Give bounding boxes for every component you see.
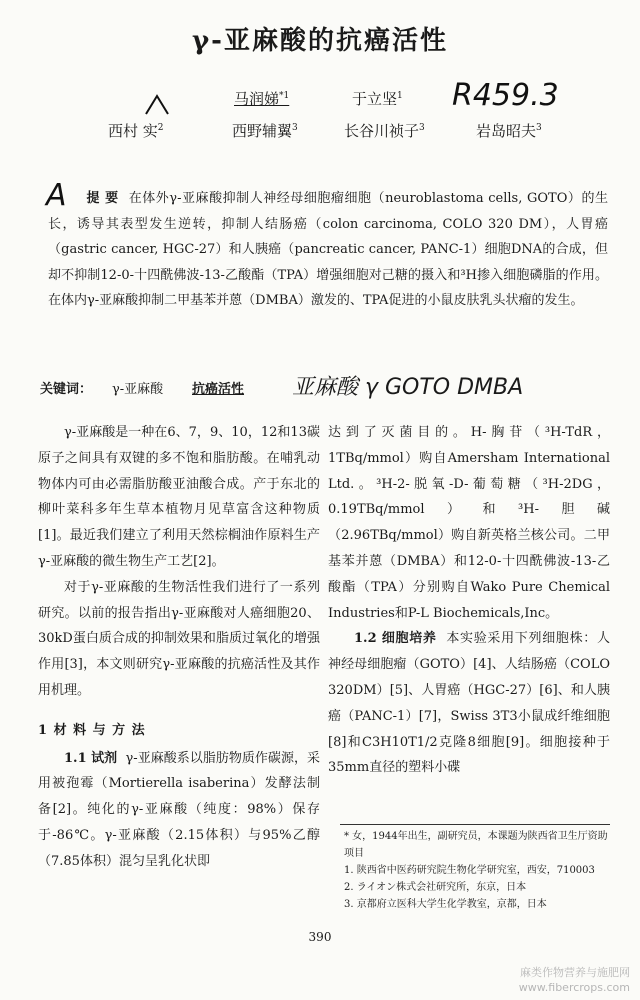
footnote-affiliation-2: 2. ライオン株式会社研究所，东京，日本: [344, 882, 527, 893]
footnote-affiliation-3: 3. 京都府立医科大学生化学教室，京都，日本: [344, 899, 547, 910]
site-watermark: 麻类作物营养与施肥网 www.fibercrops.com: [518, 966, 630, 994]
footnotes: [344, 828, 614, 913]
footnote-affiliation-1: 1. 陕西省中医药研究院生物化学研究室，西安，710003: [344, 865, 595, 876]
subsection-cell-culture-label: 1.2 细胞培养: [354, 631, 437, 647]
author-6: 岩岛昭夫$^3$: [476, 122, 542, 140]
cell-culture-paragraph: 1.2 细胞培养 本实验采用下列细胞株：人神经母细胞瘤（GOTO）[4]、人结肠癌（COLO 320DM）[5]、人胃癌（HGC-27）[6]、和人胰癌（PANC-1）[7]，Swiss 3T3小鼠成纤维细胞[8]和C3H10T1/2克隆8细胞[9]。细胞接种于35mm直径的塑料小碟: [328, 631, 610, 776]
abstract: [48, 186, 608, 314]
footnote-author: * 女，1944年出生，副研究员，本课题为陕西省卫生厅资助项目: [344, 831, 608, 859]
reagents-paragraph: 1.1 试剂 γ-亚麻酸系以脂肪物质作碳源，采用被孢霉（Mortierella isaberina）发酵法制备[2]。纯化的γ-亚麻酸（纯度：98%）保存于-86℃。γ-亚麻酸（2.15体积）与95%乙醇（7.85体积）混匀呈乳化状即: [38, 750, 320, 869]
subsection-reagents-label: 1.1 试剂: [64, 750, 118, 766]
abstract-label: 提 要: [86, 191, 119, 206]
section-heading-materials-methods: 1 材 料 与 方 法: [38, 722, 146, 738]
author-4: 西野辅翼$^3$: [232, 122, 298, 140]
left-column: [38, 420, 320, 875]
keywords-line: [40, 370, 620, 410]
footnote-divider: [340, 824, 610, 825]
author-1: 马润娣$^{*1}$: [234, 90, 290, 108]
intro-paragraph-1: γ-亚麻酸是一种在6、7，9、10，12和13碳原子之间具有双键的多不饱和脂肪酸。在哺乳动物体内可由必需脂肪酸亚油酸合成。产于东北的柳叶菜科多年生草本植物月见草富含这种物质[1]。最近我们建立了利用天然棕榈油作原料生产γ-亚麻酸的微生物生产工艺[2]。: [38, 425, 320, 569]
paper-title: γ-亚麻酸的抗癌活性: [192, 26, 448, 56]
handwritten-abstract-mark: A: [46, 178, 67, 213]
page-number: 390: [308, 930, 332, 944]
reagents-continued-paragraph: 达到了灭菌目的。H-胸苷（³H-TdR，1TBq/mmol）购自Amersham International Ltd.。³H-2-脱氧-D-葡萄糖（³H-2DG，0.19TBq/mmol）和³H-胆碱（2.96TBq/mmol）购自新英格兰核公司。二甲基苯并蒽（DMBA）和12-0-十四酰佛波-13-乙酸酯（TPA）分别购自Wako Pure Chemical Industries和P-L Biochemicals,Inc。: [328, 425, 610, 621]
author-3: 西村 实$^2$: [108, 122, 164, 140]
keyword-1: γ-亚麻酸: [112, 382, 164, 397]
handwritten-keywords: 亚麻酸 γ GOTO DMBA: [292, 375, 524, 400]
author-5: 长谷川祯子$^3$: [344, 122, 425, 140]
handwritten-classification-code: R459.3: [452, 78, 559, 113]
right-column: [328, 420, 610, 781]
author-2: 于立坚$^1$: [352, 90, 403, 108]
abstract-text: 在体外γ-亚麻酸抑制人神经母细胞瘤细胞（neuroblastoma cells, GOTO）的生长，诱导其表型发生逆转，抑制人结肠癌（colon carcinoma, COLO 320 DM），人胃癌（gastric cancer, HGC-27）和人胰癌（pancreatic cancer, PANC-1）细胞DNA的合成，但却不抑制12-0-十四酰佛波-13-乙酸酯（TPA）增强细胞对己糖的摄入和³H掺入细胞磷脂的作用。在体内γ-亚麻酸抑制二甲基苯并蒽（DMBA）激发的、TPA促进的小鼠皮肤乳头状瘤的发生。: [48, 191, 608, 308]
keywords-label: 关键词：: [40, 382, 93, 397]
handwritten-caret-mark: [144, 92, 170, 118]
keyword-2: 抗癌活性: [192, 382, 245, 397]
intro-paragraph-2: 对于γ-亚麻酸的生物活性我们进行了一系列研究。以前的报告指出γ-亚麻酸对人癌细胞20、30kD蛋白质合成的抑制效果和脂质过氧化的增强作用[3]，本文则研究γ-亚麻酸的抗癌活性及其作用机理。: [38, 579, 320, 698]
